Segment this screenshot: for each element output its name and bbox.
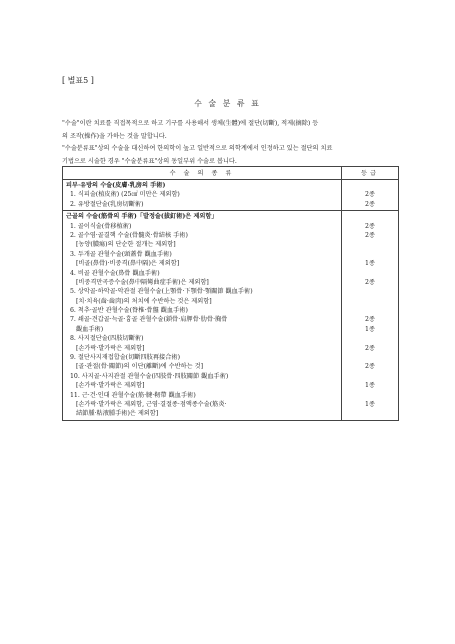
surgery-item: [치·치육(齒·齒肉)의 처치에 수반하는 것은 제외함] [76, 297, 212, 305]
grade-value: 2종 [365, 222, 375, 230]
grade-value [345, 181, 395, 190]
grade-value: 1종 [365, 325, 375, 333]
grade-value [345, 287, 395, 296]
surgery-item: 4. 비골 관혈수술(鼻骨 觀血手術) [70, 269, 160, 277]
grade-value [345, 372, 395, 381]
surgery-item: [농양(膿瘍)의 단순한 절개는 제외함] [76, 241, 176, 249]
surgery-item: 1. 골이식술(骨移植術) [70, 222, 132, 230]
section-heading: 근골의 수술(筋骨의 手術)「발정술(拔釘術)은 제외함」 [66, 213, 218, 221]
surgery-item: 11. 근·건·인대 관혈수술(筋·腱·靭帶 觀血手術) [70, 391, 196, 399]
surgery-item: 觀血手術) [76, 325, 104, 333]
intro-line: 기법으로 시술한 경우 "수술분류표"상의 동일부위 수술로 봅니다. [62, 157, 237, 165]
surgery-item: [손가락·발가락은 제외함] [76, 382, 145, 390]
surgery-kind-cell [63, 180, 342, 211]
grade-value [345, 297, 395, 306]
intro-paragraph [62, 118, 397, 168]
surgery-item: 1. 식피술(植皮術) (25㎠ 미만은 제외함) [70, 191, 180, 199]
intro-line: "수술분류표"상의 수술을 대신하여 한의학이 높고 일반적으로 의학계에서 인정하고 있는 절단의 치료 [62, 145, 333, 152]
surgery-item: [손가락·발가락은 제외함] [76, 344, 145, 352]
table-row [63, 180, 399, 211]
grade-value: 1종 [365, 400, 375, 408]
surgery-item: [손가락·발가락은 제외함, 근염·결절종·점액종수술(筋炎· [76, 400, 227, 408]
grade-value: 2종 [365, 191, 375, 199]
grade-value: 2종 [365, 316, 375, 324]
table-header-row [63, 167, 399, 180]
grade-value: 2종 [365, 278, 375, 286]
surgery-item: [골·관절(骨·關節)의 이단(離斷)에 수반하는 것] [76, 363, 203, 371]
grade-value [345, 353, 395, 362]
surgery-item: 7. 쇄골·견갑골·늑골·흉골 관혈수술(鎖骨·肩胛骨·肋骨·胸骨 [70, 316, 228, 324]
grade-value [345, 306, 395, 315]
grade-value [345, 269, 395, 278]
surgery-classification-table [62, 166, 399, 421]
grade-cell [342, 180, 399, 211]
grade-value [345, 212, 395, 221]
intro-line: 의 조작(操作)을 가하는 것을 말합니다. [62, 132, 167, 140]
grade-value: 1종 [365, 382, 375, 390]
intro-line: "수술"이란 치료를 직접목적으로 하고 기구를 사용해서 생체(生體)에 절단(切斷), 적제(摘除) 등 [62, 120, 319, 127]
grade-value [345, 391, 395, 400]
grade-value [345, 240, 395, 249]
grade-value: 1종 [365, 260, 375, 268]
surgery-item: 結節腫·粘液腫手術)은 제외함] [76, 410, 159, 418]
column-header-grade: 등급 [342, 167, 399, 180]
surgery-item: 3. 두개골 관혈수술(頭蓋骨 觀血手術) [70, 250, 172, 258]
surgery-item: 6. 척추·골반 관혈수술(脊椎·骨盤 觀血手術) [70, 307, 188, 315]
section-heading: 피부·유방의 수술(皮膚·乳房의 手術) [66, 182, 166, 189]
column-header-kind: 수 술 의 종 류 [63, 167, 342, 180]
grade-value: 2종 [365, 231, 375, 239]
surgery-item: 2. 유방절단술(乳房切斷術) [70, 200, 144, 208]
surgery-item: 8. 사지절단술(四肢切斷術) [70, 335, 144, 343]
appendix-label: [ 별표5 ] [62, 76, 94, 85]
grade-value: 2종 [365, 344, 375, 352]
table-row [63, 211, 399, 421]
surgery-item: 5. 상악골·하악골·악관절 관혈수술(上顎骨·下顎骨·顎關節 觀血手術) [70, 288, 253, 296]
surgery-item: 2. 골수염·골결핵 수술(骨髓炎·骨結核 手術) [70, 231, 188, 239]
surgery-item: [비골(鼻骨)·비중격(鼻中隔)은 제외함] [76, 260, 180, 268]
grade-value: 2종 [365, 200, 375, 208]
grade-value: 2종 [365, 363, 375, 371]
grade-value [345, 334, 395, 343]
grade-value [345, 409, 395, 418]
surgery-item: [비중격만곡증수술(鼻中隔彎曲症手術)은 제외함] [76, 278, 209, 286]
document-title: 수 술 분 류 표 [194, 99, 261, 108]
surgery-item: 9. 절단사지재접합술(切斷四肢再接合術) [70, 354, 181, 362]
grade-cell [342, 211, 399, 421]
surgery-kind-cell [63, 211, 342, 421]
grade-value [345, 250, 395, 259]
surgery-item: 10. 사지골·사지관절 관혈수술(四肢骨·四肢關節 觀血手術) [70, 372, 229, 380]
